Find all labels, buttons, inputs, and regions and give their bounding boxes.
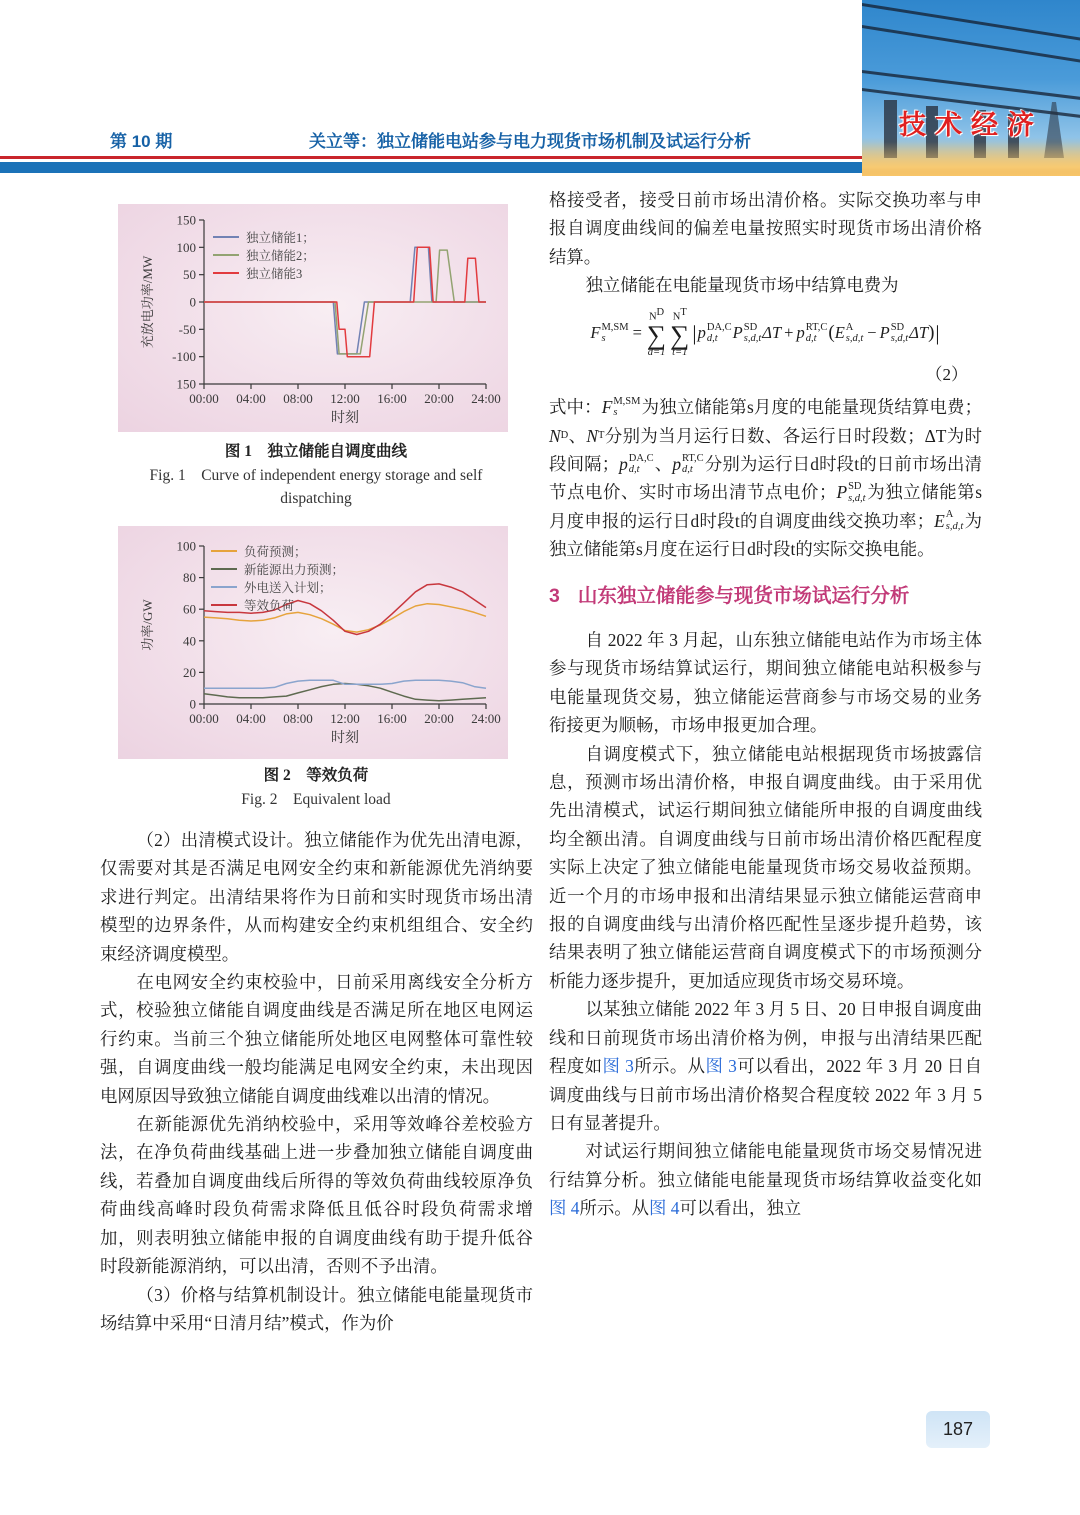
y-tick-label: -100: [172, 349, 196, 365]
math-E-a: E A s,d,t: [834, 321, 864, 345]
sum-days: $N^D$ ∑ d=1: [646, 306, 667, 359]
x-tick-label: 24:00: [471, 391, 501, 406]
equation-number: （2）: [925, 364, 968, 384]
power-line-icon: [862, 21, 1080, 71]
math-p-rt: p RT,C d,t: [672, 452, 704, 476]
legend-item: 独立储能2；: [213, 246, 315, 263]
left-paren: (: [828, 321, 835, 343]
section-3-heading: 3 山东独立储能参与现货市场试运行分析: [549, 584, 910, 607]
figure-3-link[interactable]: 图 3: [705, 1056, 737, 1077]
figure1-caption: [100, 441, 532, 510]
figure2-caption-zh: 图 2 等效负荷: [263, 767, 369, 784]
y-tick-label: 100: [176, 538, 196, 554]
sum-periods: $N^T$ ∑ t=1: [670, 306, 690, 359]
y-tick-label: 0: [189, 294, 196, 310]
paragraph-renewable-check: 在新能源优先消纳校验中，采用等效峰谷差校验方法，在净负荷曲线基础上进一步叠加独立储能自调度曲线，若叠加自调度曲线后所得的等效负荷曲线较原净负荷曲线高峰时段负荷需求降低且低谷时段负荷需求增加，则表明独立储能申报的自调度曲线有助于提升低谷时段新能源消纳，可以出清，否则不予出清。: [100, 1114, 533, 1277]
journal-badge-image: [862, 0, 1080, 176]
legend-line-storage3-icon: [213, 272, 239, 274]
y-tick-label: 0: [189, 696, 196, 712]
paragraph-settlement-intro: 独立储能在电能量现货市场中结算电费为: [585, 275, 899, 296]
math-deltaT: ΔT: [762, 322, 782, 342]
page-number: 187: [926, 1411, 990, 1448]
paragraph-grid-security: 在电网安全约束校验中，日前采用离线安全分析方式，校验独立储能自调度曲线是否满足所在地区电网运行约束。当前三个独立储能所处地区电网整体可靠性较强，自调度曲线一般均能满足电网安全约束，未出现因电网原因导致独立储能自调度曲线难以出清的情况。: [100, 972, 533, 1106]
legend-line-load-forecast-icon: [211, 550, 237, 552]
x-tick-label: 08:00: [283, 391, 313, 406]
figure2-caption: [100, 765, 532, 812]
paragraph-clearing-mode: （2）出清模式设计。独立储能作为优先出清电源，仅需要对其是否满足电网安全约束和新能源优先消纳要求进行判定。出清结果将作为日前和实时现货市场出清模型的边界条件，从而构建安全约束机组组合、安全约束经济调度模型。: [100, 830, 533, 964]
badge-glow: [862, 142, 1080, 176]
figure1-caption-en: Fig. 1 Curve of independent energy storage and self dispatching: [149, 467, 483, 507]
left-column: [100, 826, 533, 1337]
legend-line-external-icon: [211, 586, 237, 588]
figure1-chart: [118, 204, 508, 432]
x-axis-label: 时刻: [331, 731, 359, 746]
y-tick-label: 50: [183, 267, 196, 283]
equation-2: [549, 308, 982, 359]
legend-item: 等效负荷: [211, 596, 344, 613]
x-tick-label: 24:00: [471, 711, 501, 726]
math-P-sd2: P SD s,d,t: [879, 321, 909, 345]
math-p-da: p DA,C d,t: [619, 452, 654, 476]
y-axis-label: 功率/GW: [140, 599, 155, 651]
x-tick-label: 00:00: [189, 711, 219, 726]
legend-line-renewable-icon: [211, 568, 237, 570]
series-line: [204, 680, 486, 688]
right-column: [549, 186, 982, 1223]
math-ND: N D: [549, 425, 569, 446]
issue-number: 第 10 期: [110, 132, 173, 151]
y-axis-label: 充放电功率/MW: [140, 255, 155, 349]
math-NT: N T: [586, 425, 605, 446]
x-tick-label: 04:00: [236, 391, 266, 406]
paragraph-symbol-definitions: 式中： F M,SM s 为独立储能第s月度的电能量现货结算电费； N D 、 N T 分别为当月运行日数、各运行日时段数；ΔT为时段间隔； p DA,C d,t 、 p RT,C d,t 分别为运行日d时段t的日前市场出清节点电价、实时市场出清节点电价； P SD s,d,t 为独立储能第s月度申报的运行日d时段t的自调度曲线交换功率； E A s,d,t 为独立储能第s月度在运行日d时段t的实际交换电能。: [549, 393, 982, 563]
legend-item: 负荷预测；: [211, 542, 344, 559]
y-tick-label: 150: [176, 376, 196, 392]
power-line-icon: [862, 0, 1080, 48]
y-tick-label: 60: [183, 601, 196, 617]
x-tick-label: 08:00: [283, 711, 313, 726]
x-tick-label: 00:00: [189, 391, 219, 406]
math-F: F M,SM s: [590, 321, 629, 345]
equals-sign: =: [632, 322, 642, 342]
math-p-rt: p RT,C d,t: [796, 321, 828, 345]
figure1-caption-zh: 图 1 独立储能自调度曲线: [224, 443, 408, 460]
y-tick-label: 80: [183, 570, 196, 586]
paragraph-price-settlement: （3）价格与结算机制设计。独立储能电能量现货市场结算中采用“日清月结”模式，作为价: [100, 1284, 533, 1333]
legend-item: 新能源出力预测；: [211, 560, 344, 577]
paragraph-price-taker: 格接受者，接受日前市场出清价格。实际交换功率与申报自调度曲线间的偏差电量按照实时现货市场出清价格结算。: [549, 190, 982, 267]
figure2-legend: [211, 542, 344, 613]
paragraph-shandong-pilot: 自 2022 年 3 月起，山东独立储能电站作为市场主体参与现货市场结算试运行，期间独立储能电站积极参与电能量现货交易，独立储能运营商参与市场交易的业务衔接更为顺畅，市场申报更加合理。: [549, 630, 982, 736]
y-tick-label: 40: [183, 633, 196, 649]
math-p-da: p DA,C d,t: [697, 321, 732, 345]
y-tick-label: 150: [176, 212, 196, 228]
minus-sign: −: [867, 322, 877, 342]
journal-section-badge: 技术经济: [899, 110, 1043, 140]
abs-bar: |: [935, 320, 940, 345]
figure1-legend: [213, 228, 315, 281]
math-F: F M,SM s: [601, 395, 641, 419]
figure-4-link[interactable]: 图 4: [649, 1198, 680, 1219]
legend-item: 外电送入计划；: [211, 578, 344, 595]
paragraph-self-dispatch-mode: 自调度模式下，独立储能电站根据现货市场披露信息，预测市场出清价格，申报自调度曲线。由于采用优先出清模式，试运行期间独立储能所申报的自调度曲线均全额出清。自调度曲线与日前市场出清价格匹配程度实际上决定了独立储能电能量现货市场交易收益预期。近一个月的市场申报和出清结果显示独立储能运营商申报的自调度曲线与出清价格匹配性呈逐步提升趋势，该结果表明了独立储能运营商自调度模式下的市场预测分析能力逐步提升，更加适应现货市场交易环境。: [549, 743, 982, 991]
legend-line-equivalent-icon: [211, 604, 237, 606]
x-tick-label: 20:00: [424, 391, 454, 406]
math-P-sd: P SD s,d,t: [732, 321, 762, 345]
figure-4-link[interactable]: 图 4: [549, 1198, 580, 1219]
plus-sign: +: [784, 322, 794, 342]
math-deltaT2: ΔT: [909, 322, 929, 342]
legend-item: 独立储能3: [213, 264, 315, 281]
x-tick-label: 16:00: [377, 711, 407, 726]
abs-bar: |: [692, 320, 697, 345]
paragraph-example-fig3: 以某独立储能 2022 年 3 月 5 日、20 日申报自调度曲线和日前现货市场出清价格为例，申报与出清结果匹配程度如图 3所示。从图 3可以看出，2022 年 3 月 20 日自调度曲线与日前市场出清价格契合程度较 2022 年 3 月 5 日有显著提升。: [549, 999, 982, 1133]
legend-line-storage1-icon: [213, 236, 239, 238]
x-tick-label: 04:00: [236, 711, 266, 726]
figure2-chart: [118, 526, 508, 759]
x-tick-label: 12:00: [330, 711, 360, 726]
series-line: [204, 684, 486, 701]
math-P-sd: P SD s,d,t: [836, 481, 866, 504]
y-tick-label: 100: [176, 239, 196, 255]
x-tick-label: 12:00: [330, 391, 360, 406]
running-title: 关立等：独立储能电站参与电力现货市场机制及试运行分析: [309, 132, 751, 151]
legend-item: 独立储能1；: [213, 228, 315, 245]
right-paren: ): [928, 321, 935, 343]
y-tick-label: 20: [183, 664, 196, 680]
x-tick-label: 16:00: [377, 391, 407, 406]
math-E-a: E A s,d,t: [934, 509, 964, 532]
y-tick-label: -50: [178, 321, 196, 337]
x-tick-label: 20:00: [424, 711, 454, 726]
figure-3-link[interactable]: 图 3: [602, 1056, 634, 1077]
legend-line-storage2-icon: [213, 254, 239, 256]
figure2-caption-en: Fig. 2 Equivalent load: [241, 791, 391, 809]
x-axis-label: 时刻: [331, 411, 359, 426]
paragraph-settlement-fig4: 对试运行期间独立储能电能量现货市场交易情况进行结算分析。独立储能电能量现货市场结算收益变化如图 4所示。从图 4可以看出，独立: [549, 1141, 982, 1219]
